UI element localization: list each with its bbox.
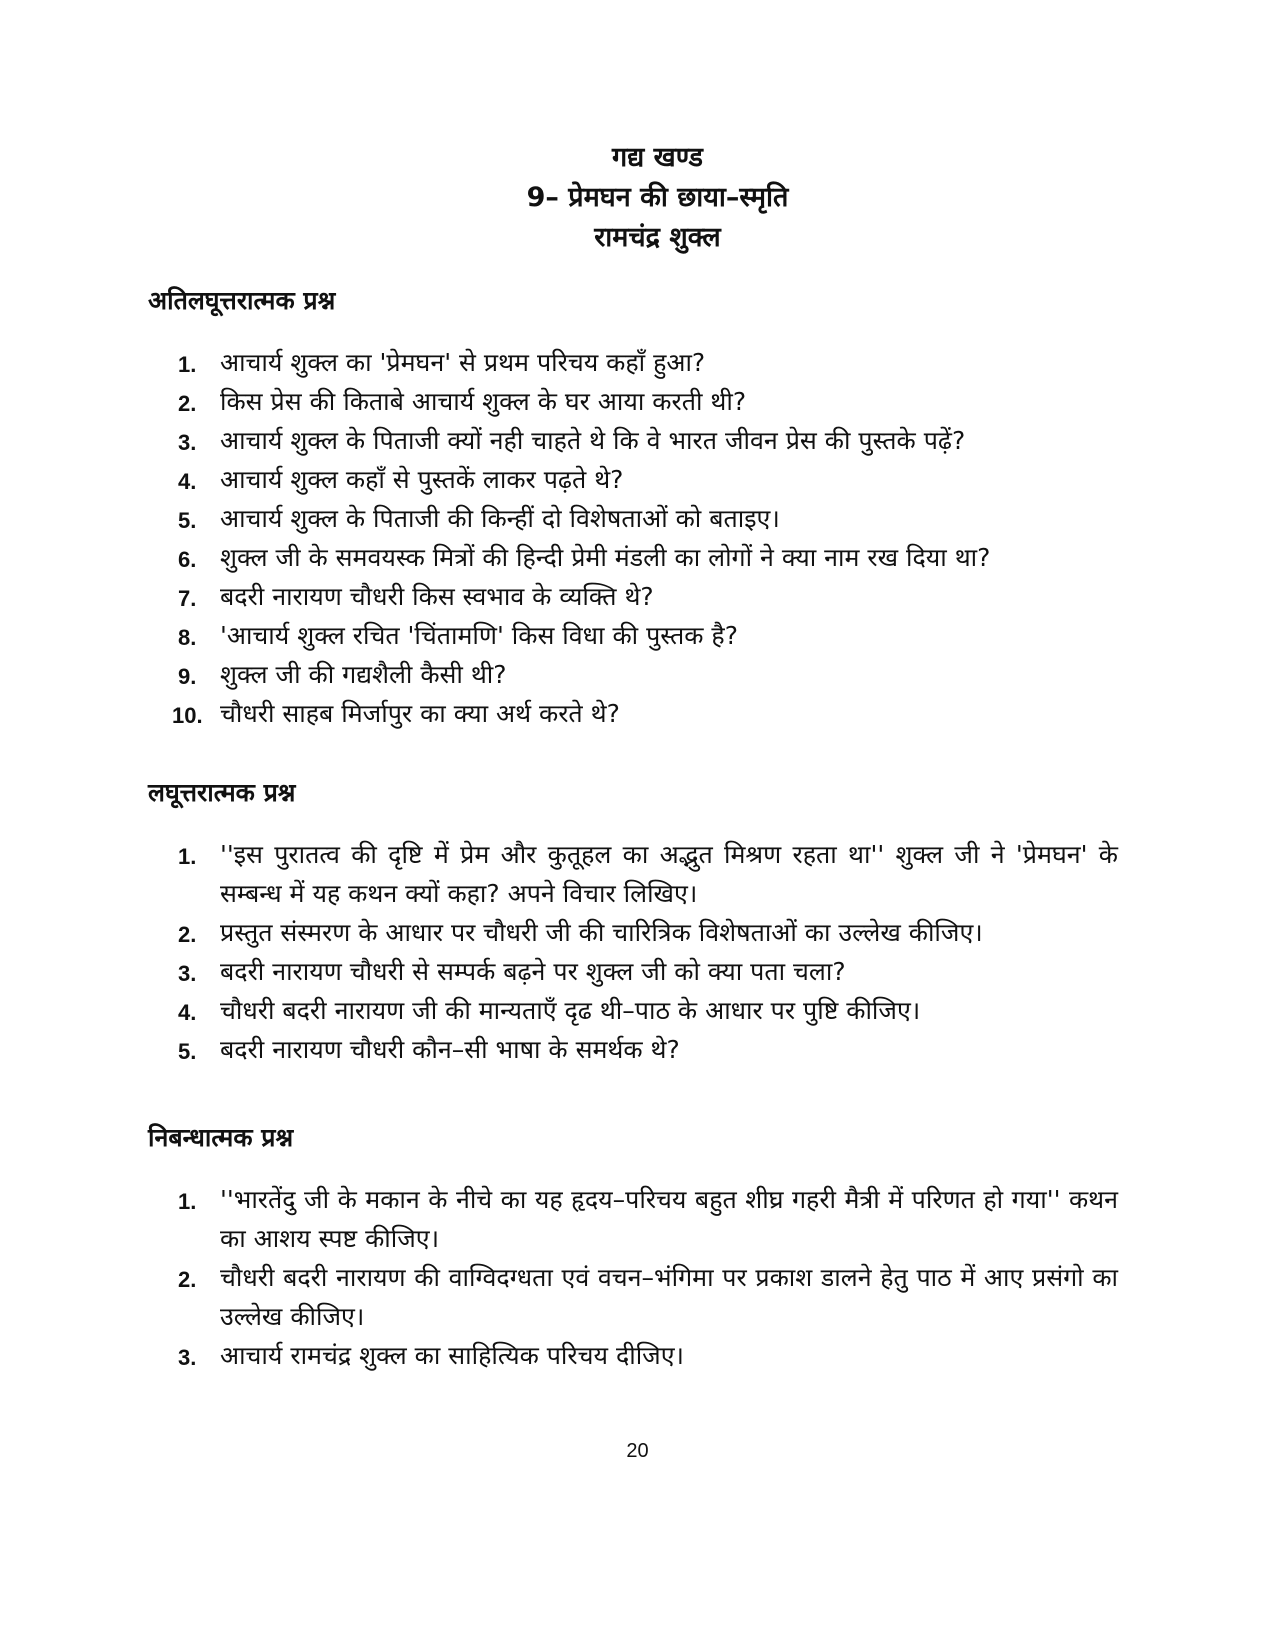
question-text: शुक्ल जी के समवयस्क मित्रों की हिन्दी प्रेमी मंडली का लोगों ने क्या नाम रख दिया था? xyxy=(220,543,991,572)
question-number: 2. xyxy=(178,922,197,947)
section-essay-questions xyxy=(148,1120,1118,1375)
question-item xyxy=(178,655,1118,694)
question-item xyxy=(178,1258,1118,1336)
section-short-questions xyxy=(148,775,1118,1069)
question-item xyxy=(178,421,1118,460)
question-item xyxy=(178,1180,1118,1258)
question-text: चौधरी साहब मिर्जापुर का क्या अर्थ करते थे? xyxy=(220,699,620,728)
question-number: 2. xyxy=(178,391,197,416)
question-item xyxy=(178,460,1118,499)
question-text: आचार्य शुक्ल के पिताजी की किन्हीं दो विशेषताओं को बताइए। xyxy=(220,504,780,533)
question-number: 5. xyxy=(178,1039,197,1064)
question-number: 6. xyxy=(178,547,197,572)
section-heading: गद्य खण्ड xyxy=(612,142,703,173)
question-item xyxy=(178,952,1118,991)
question-item xyxy=(178,616,1118,655)
section-very-short-questions xyxy=(148,283,1118,733)
question-item xyxy=(172,694,1118,733)
question-number: 9. xyxy=(178,664,197,689)
question-text: शुक्ल जी की गद्यशैली कैसी थी? xyxy=(220,660,507,689)
question-item xyxy=(178,1336,1118,1375)
question-text: 'आचार्य शुक्ल रचित 'चिंतामणि' किस विधा की पुस्तक है? xyxy=(220,621,738,650)
question-list xyxy=(148,1180,1118,1375)
question-number: 7. xyxy=(178,586,197,611)
question-item xyxy=(178,343,1118,382)
chapter-title: 9– प्रेमघन की छाया–स्मृति xyxy=(526,182,789,213)
question-text: किस प्रेस की किताबे आचार्य शुक्ल के घर आया करती थी? xyxy=(220,387,747,416)
question-number: 10. xyxy=(172,703,203,728)
question-number: 5. xyxy=(178,508,197,533)
question-item xyxy=(178,577,1118,616)
page-header xyxy=(0,138,1275,258)
section-title: अतिलघूत्तरात्मक प्रश्न xyxy=(148,286,336,315)
question-text: बदरी नारायण चौधरी कौन–सी भाषा के समर्थक थे? xyxy=(220,1035,680,1064)
question-number: 3. xyxy=(178,961,197,986)
question-text: आचार्य रामचंद्र शुक्ल का साहित्यिक परिचय दीजिए। xyxy=(220,1341,685,1370)
question-text: चौधरी बदरी नारायण की वाग्विदग्धता एवं वचन–भंगिमा पर प्रकाश डालने हेतु पाठ में आए प्रसंगो का उल्लेख कीजिए। xyxy=(220,1263,1118,1331)
question-item xyxy=(178,1030,1118,1069)
question-number: 2. xyxy=(178,1267,197,1292)
page-number: 20 xyxy=(626,1440,649,1462)
question-number: 4. xyxy=(178,469,197,494)
question-list xyxy=(148,835,1118,1069)
question-item xyxy=(178,499,1118,538)
question-number: 8. xyxy=(178,625,197,650)
question-number: 3. xyxy=(178,1345,197,1370)
question-text: चौधरी बदरी नारायण जी की मान्यताएँ दृढ थी–पाठ के आधार पर पुष्टि कीजिए। xyxy=(220,996,921,1025)
question-text: आचार्य शुक्ल का 'प्रेमघन' से प्रथम परिचय कहाँ हुआ? xyxy=(220,348,706,377)
question-item xyxy=(178,382,1118,421)
question-number: 1. xyxy=(178,1189,197,1214)
question-number: 3. xyxy=(178,430,197,455)
question-text: ''भारतेंदु जी के मकान के नीचे का यह हृदय–परिचय बहुत शीघ्र गहरी मैत्री में परिणत हो गया'' कथन का आशय स्पष्ट कीजिए। xyxy=(220,1185,1118,1253)
question-text: आचार्य शुक्ल कहाँ से पुस्तकें लाकर पढ़ते थे? xyxy=(220,465,624,494)
question-item xyxy=(178,991,1118,1030)
question-item xyxy=(178,835,1118,913)
question-number: 1. xyxy=(178,844,197,869)
section-title: निबन्धात्मक प्रश्न xyxy=(148,1123,294,1152)
question-number: 1. xyxy=(178,352,197,377)
question-text: आचार्य शुक्ल के पिताजी क्यों नही चाहते थे कि वे भारत जीवन प्रेस की पुस्तके पढ़ें? xyxy=(220,426,966,455)
question-text: प्रस्तुत संस्मरण के आधार पर चौधरी जी की चारित्रिक विशेषताओं का उल्लेख कीजिए। xyxy=(220,918,983,947)
question-item xyxy=(178,913,1118,952)
question-item xyxy=(178,538,1118,577)
question-number: 4. xyxy=(178,1000,197,1025)
question-text: बदरी नारायण चौधरी किस स्वभाव के व्यक्ति थे? xyxy=(220,582,654,611)
author-name: रामचंद्र शुक्ल xyxy=(594,222,721,253)
question-text: ''इस पुरातत्व की दृष्टि में प्रेम और कुतूहल का अद्भुत मिश्रण रहता था'' शुक्ल जी ने 'प्रेमघन' के सम्बन्ध में यह कथन क्यों कहा? अपने विचार लिखिए। xyxy=(220,840,1118,908)
section-title: लघूत्तरात्मक प्रश्न xyxy=(148,778,296,807)
question-list xyxy=(148,343,1118,733)
question-text: बदरी नारायण चौधरी से सम्पर्क बढ़ने पर शुक्ल जी को क्या पता चला? xyxy=(220,957,846,986)
